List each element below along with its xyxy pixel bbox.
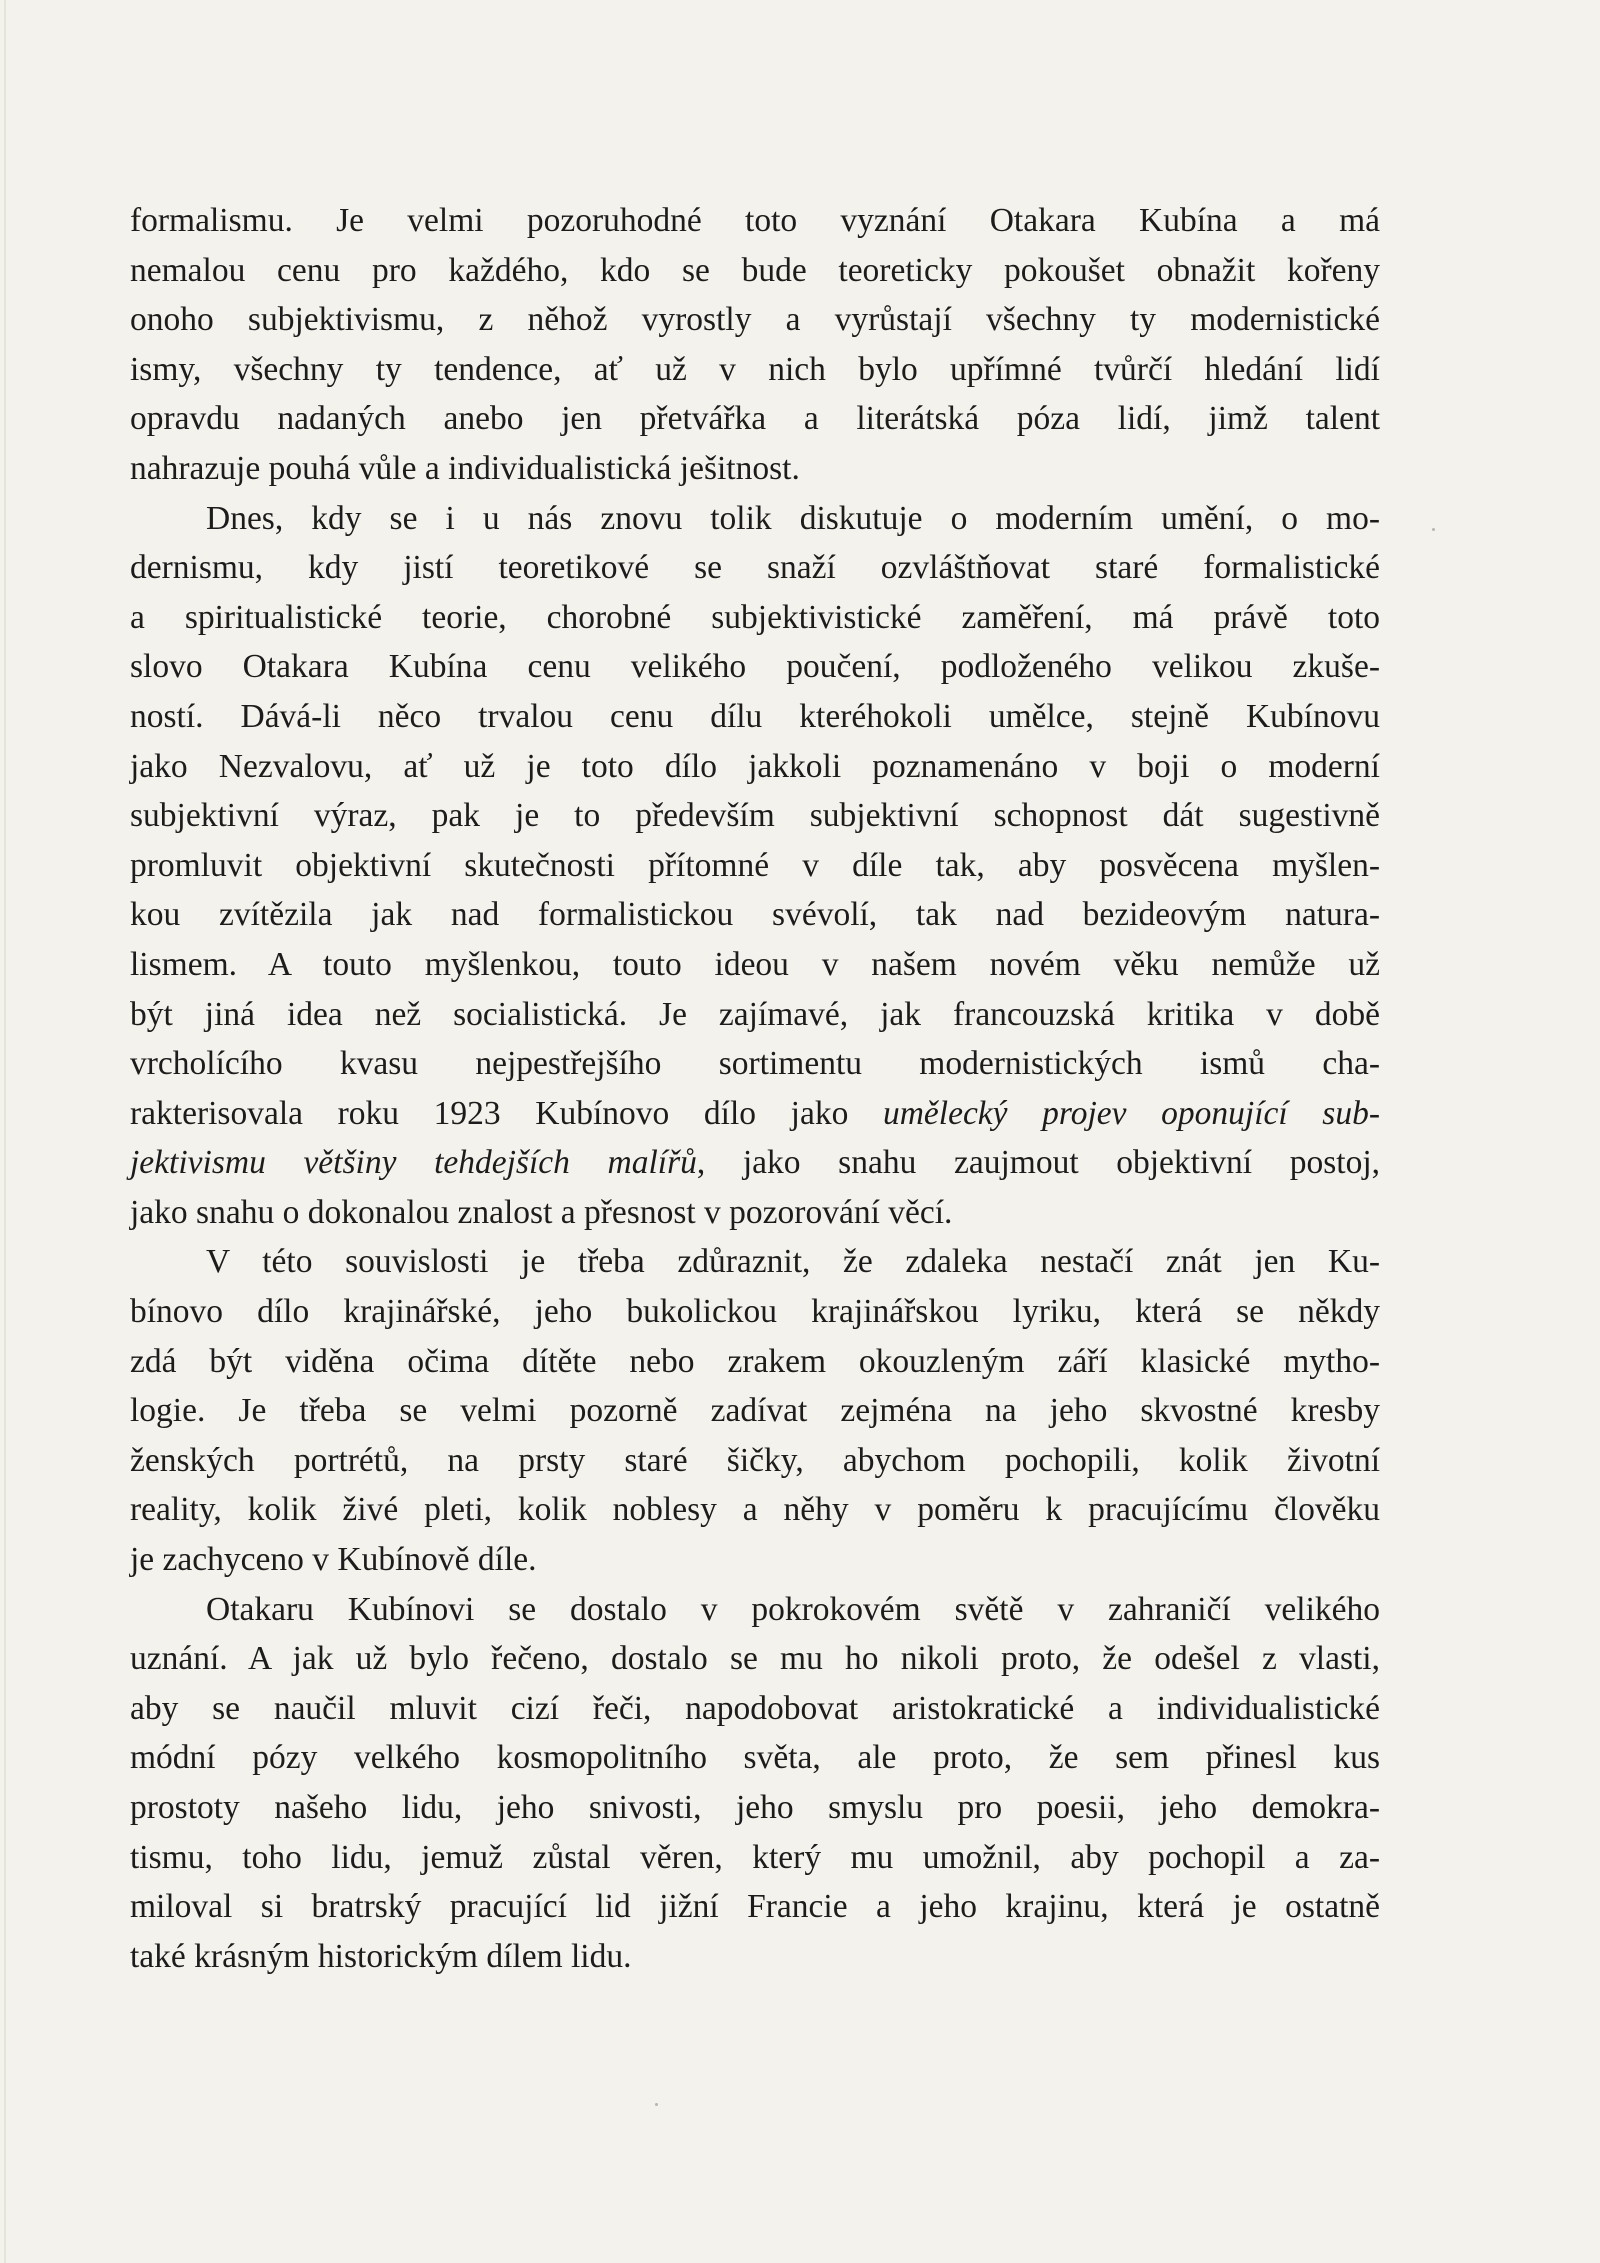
text-run: ismy, všechny ty tendence, ať už v nich bylo upřímné tvůrčí hledání lidí — [130, 350, 1380, 388]
text-line — [130, 1882, 1380, 1932]
text-line — [130, 494, 1380, 544]
text-run: dernismu, kdy jistí teoretikové se snaží ozvláštňovat staré formalistické — [130, 549, 1380, 587]
text-run: onoho subjektivismu, z něhož vyrostly a vyrůstají všechny ty modernistické — [130, 301, 1380, 339]
text-run: ženských portrétů, na prsty staré šičky, abychom pochopili, kolik životní — [130, 1441, 1380, 1479]
text-line — [130, 940, 1380, 990]
text-line — [130, 1932, 1380, 1982]
text-line — [130, 1188, 1380, 1238]
text-line — [130, 1237, 1380, 1287]
text-run: tismu, toho lidu, jemuž zůstal věren, který mu umožnil, aby pochopil a za- — [130, 1838, 1380, 1876]
text-run: miloval si bratrský pracující lid jižní Francie a jeho krajinu, která je ostatně — [130, 1888, 1380, 1926]
text-run: aby se naučil mluvit cizí řeči, napodobovat aristokratické a individualistické — [130, 1689, 1380, 1727]
text-run: také krásným historickým dílem lidu. — [130, 1937, 632, 1975]
text-run: je zachyceno v Kubínově díle. — [130, 1541, 537, 1579]
text-line — [130, 444, 1380, 494]
text-line — [130, 1833, 1380, 1883]
text-run: nahrazuje pouhá vůle a individualistická ješitnost. — [130, 449, 800, 487]
text-run: V této souvislosti je třeba zdůraznit, že zdaleka nestačí znát jen Ku- — [206, 1243, 1380, 1281]
text-line — [130, 642, 1380, 692]
text-line — [130, 990, 1380, 1040]
paper-speck — [1432, 528, 1435, 531]
text-run: jako snahu o dokonalou znalost a přesnost v pozorování věcí. — [130, 1193, 953, 1231]
italic-quote: jektivismu většiny tehdejších malířů — [130, 1144, 697, 1182]
text-line — [130, 246, 1380, 296]
text-line — [130, 1535, 1380, 1585]
text-run: být jiná idea než socialistická. Je zajímavé, jak francouzská kritika v době — [130, 995, 1380, 1033]
text-line — [130, 692, 1380, 742]
text-line — [130, 1684, 1380, 1734]
text-run: reality, kolik živé pleti, kolik noblesy a něhy v poměru k pracujícímu člověku — [130, 1491, 1380, 1529]
text-run: prostoty našeho lidu, jeho snivosti, jeho smyslu pro poesii, jeho demokra- — [130, 1789, 1380, 1826]
text-line — [130, 1287, 1380, 1337]
italic-quote: umělecký projev oponující sub- — [882, 1094, 1380, 1132]
text-run: Dnes, kdy se i u nás znovu tolik diskutuje o moderním umění, o mo- — [206, 499, 1380, 537]
text-run: , jako snahu zaujmout objektivní postoj, — [696, 1144, 1381, 1182]
text-line — [130, 1436, 1380, 1486]
text-line — [130, 345, 1380, 395]
text-line — [130, 543, 1380, 593]
text-line — [130, 890, 1380, 940]
text-line — [130, 1585, 1380, 1635]
text-run: vrcholícího kvasu nejpestřejšího sortimentu modernistických ismů cha- — [130, 1045, 1380, 1083]
text-line — [130, 1386, 1380, 1436]
paragraph — [130, 494, 1380, 1238]
text-line — [130, 791, 1380, 841]
text-line — [130, 1039, 1380, 1089]
text-line — [130, 1089, 1380, 1139]
text-line — [130, 742, 1380, 792]
paper-speck — [655, 2103, 658, 2106]
body-text — [130, 196, 1380, 1981]
text-run: ností. Dává-li něco trvalou cenu dílu kteréhokoli umělce, stejně Kubínovu — [130, 697, 1380, 735]
text-line — [130, 1733, 1380, 1783]
text-line — [130, 841, 1380, 891]
text-run: nemalou cenu pro každého, kdo se bude teoreticky pokoušet obnažit kořeny — [130, 251, 1380, 289]
text-run: uznání. A jak už bylo řečeno, dostalo se mu ho nikoli proto, že odešel z vlasti, — [130, 1640, 1380, 1678]
text-line — [130, 593, 1380, 643]
paragraph — [130, 1237, 1380, 1584]
text-line — [130, 1485, 1380, 1535]
text-line — [130, 1634, 1380, 1684]
text-line — [130, 1337, 1380, 1387]
text-run: rakterisovala roku 1923 Kubínovo dílo jako — [130, 1094, 883, 1132]
text-run: Otakaru Kubínovi se dostalo v pokrokovém světě v zahraničí velikého — [206, 1590, 1380, 1628]
text-run: opravdu nadaných anebo jen přetvářka a literátská póza lidí, jimž talent — [130, 400, 1380, 438]
text-line — [130, 1138, 1380, 1188]
text-line — [130, 1783, 1380, 1833]
text-run: logie. Je třeba se velmi pozorně zadívat zejména na jeho skvostné kresby — [130, 1392, 1380, 1430]
text-line — [130, 295, 1380, 345]
text-run: subjektivní výraz, pak je to především subjektivní schopnost dát sugestivně — [130, 797, 1380, 835]
paragraph — [130, 1585, 1380, 1982]
text-run: a spiritualistické teorie, chorobné subjektivistické zaměření, má právě toto — [130, 598, 1380, 636]
text-run: módní pózy velkého kosmopolitního světa, ale proto, že sem přinesl kus — [130, 1739, 1380, 1777]
page-edge — [4, 0, 6, 2263]
text-line — [130, 394, 1380, 444]
text-run: formalismu. Je velmi pozoruhodné toto vyznání Otakara Kubína a má — [130, 202, 1380, 239]
text-run: zdá být viděna očima dítěte nebo zrakem okouzleným září klasické mytho- — [130, 1342, 1380, 1380]
text-run: slovo Otakara Kubína cenu velikého poučení, podloženého velikou zkuše- — [130, 648, 1380, 686]
text-run: promluvit objektivní skutečnosti přítomné v díle tak, aby posvěcena myšlen- — [130, 846, 1380, 884]
text-run: bínovo dílo krajinářské, jeho bukolickou krajinářskou lyriku, která se někdy — [130, 1293, 1380, 1331]
text-line — [130, 196, 1380, 246]
text-run: jako Nezvalovu, ať už je toto dílo jakkoli poznamenáno v boji o moderní — [130, 747, 1380, 785]
text-run: lismem. A touto myšlenkou, touto ideou v našem novém věku nemůže už — [130, 945, 1380, 983]
text-run: kou zvítězila jak nad formalistickou svévolí, tak nad bezideovým natura- — [130, 896, 1380, 934]
paragraph — [130, 196, 1380, 494]
